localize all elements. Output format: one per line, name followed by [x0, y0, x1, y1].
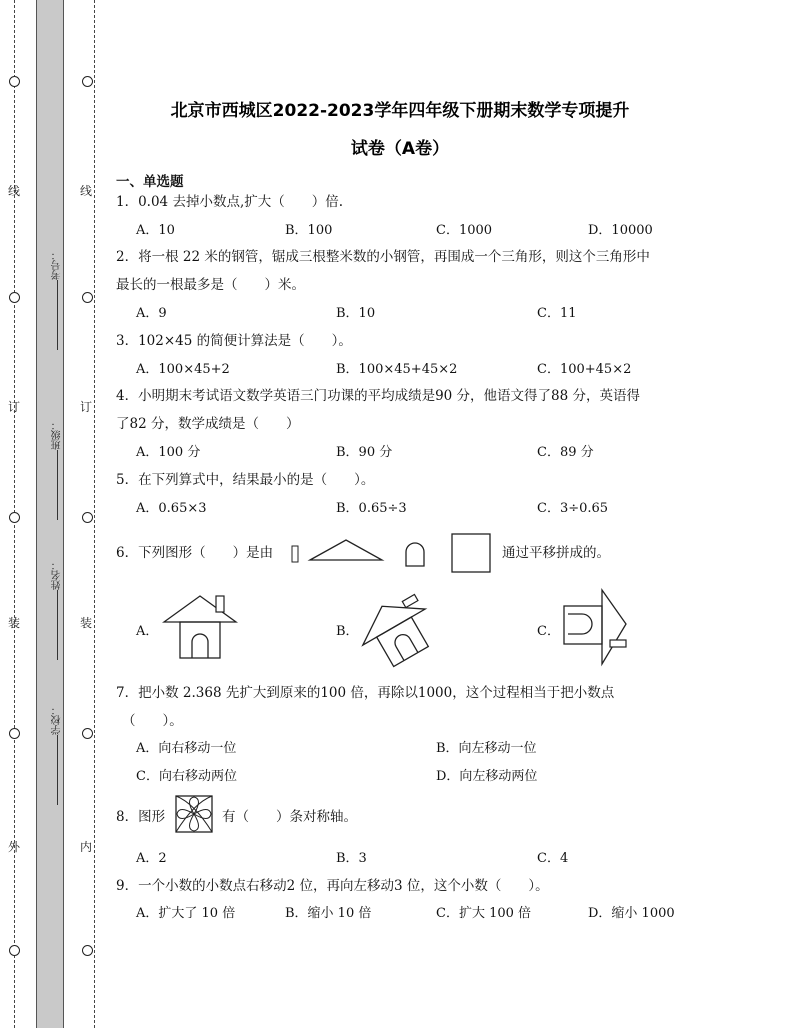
punch-hole: [82, 512, 93, 523]
option-a[interactable]: A．向右移动一位: [136, 741, 237, 756]
option-b[interactable]: B．向左移动一位: [436, 741, 537, 756]
option-c[interactable]: C．向右移动两位: [136, 769, 237, 784]
option-a[interactable]: A．扩大了 10 倍: [136, 906, 236, 921]
option-b[interactable]: B．缩小 10 倍: [285, 906, 372, 921]
question-2-cont: 最长的一根最多是（ ）米。: [116, 277, 305, 293]
punch-hole: [9, 512, 20, 523]
margin-char: 装: [80, 616, 93, 630]
name-field[interactable]: 姓名：: [50, 560, 65, 664]
option-a[interactable]: A．9: [136, 306, 167, 321]
option-c[interactable]: C．1000: [436, 223, 493, 238]
question-6-tail: 通过平移拼成的。: [502, 545, 610, 561]
question-2: 2．将一根 22 米的钢管，锯成三根整米数的小钢管，再围成一个三角形，则这个三角形中: [116, 249, 650, 265]
option-a[interactable]: A．100 分: [136, 445, 201, 460]
option-c[interactable]: C．11: [537, 306, 577, 321]
margin-char: 内: [80, 840, 93, 854]
option-c[interactable]: C．: [537, 624, 560, 639]
class-field[interactable]: 班级：: [50, 420, 65, 524]
option-d[interactable]: D．向左移动两位: [436, 769, 538, 784]
option-b[interactable]: B．: [336, 624, 359, 639]
option-c[interactable]: C．100+45×2: [537, 362, 632, 377]
question-5: 5．在下列算式中，结果最小的是（ ）。: [116, 472, 375, 488]
symmetric-flower-figure: [175, 795, 213, 833]
house-figure-c: [560, 588, 634, 666]
option-b[interactable]: B．90 分: [336, 445, 393, 460]
margin-char: 装: [8, 616, 21, 630]
option-b[interactable]: B．10: [336, 306, 376, 321]
house-figure-a: [160, 592, 240, 662]
house-figure-b: [356, 596, 442, 666]
margin-char: 外: [8, 840, 21, 854]
option-d[interactable]: D．缩小 1000: [588, 906, 675, 921]
question-6: 6．下列图形（ ）是由: [116, 545, 274, 561]
option-a[interactable]: A．2: [136, 851, 167, 866]
section-title: 一、单选题: [116, 174, 184, 190]
margin-char: 线: [80, 184, 93, 198]
option-c[interactable]: C．89 分: [537, 445, 594, 460]
question-8: 8．图形: [116, 809, 166, 825]
option-b[interactable]: B．100: [285, 223, 333, 238]
inner-cut-line: [94, 0, 95, 1028]
punch-hole: [9, 76, 20, 87]
option-b[interactable]: B．100×45+45×2: [336, 362, 458, 377]
margin-char: 订: [80, 400, 93, 414]
option-a[interactable]: A．: [136, 624, 159, 639]
option-a[interactable]: A．100×45+2: [136, 362, 230, 377]
component-shapes-figure: [290, 530, 500, 576]
option-a[interactable]: A．10: [136, 223, 175, 238]
punch-hole: [9, 945, 20, 956]
punch-hole: [9, 728, 20, 739]
option-c[interactable]: C．扩大 100 倍: [436, 906, 532, 921]
punch-hole: [82, 945, 93, 956]
punch-hole: [82, 728, 93, 739]
question-3: 3．102×45 的简便计算法是（ ）。: [116, 333, 352, 349]
question-4: 4．小明期末考试语文数学英语三门功课的平均成绩是90 分，他语文得了88 分，英语得: [116, 388, 641, 404]
question-7-cont: （ ）。: [122, 713, 183, 729]
punch-hole: [82, 76, 93, 87]
option-c[interactable]: C．4: [537, 851, 569, 866]
option-b[interactable]: B．3: [336, 851, 367, 866]
option-c[interactable]: C．3÷0.65: [537, 501, 609, 516]
school-field[interactable]: 学校：: [50, 705, 65, 809]
question-4-cont: 了82 分，数学成绩是（ ）: [116, 416, 300, 432]
question-7: 7．把小数 2.368 先扩大到原来的100 倍，再除以1000，这个过程相当于把小数点: [116, 685, 615, 701]
exam-number-field[interactable]: 考号：: [50, 250, 65, 354]
page-title: 北京市西城区2022-2023学年四年级下册期末数学专项提升: [170, 101, 630, 121]
margin-char: 线: [8, 184, 21, 198]
page-subtitle: 试卷（A卷）: [350, 139, 450, 159]
question-9: 9．一个小数的小数点右移动2 位，再向左移动3 位，这个小数（ ）。: [116, 878, 549, 894]
option-b[interactable]: B．0.65÷3: [336, 501, 407, 516]
question-1: 1．0.04 去掉小数点,扩大（ ）倍.: [116, 194, 344, 210]
option-a[interactable]: A．0.65×3: [136, 501, 207, 516]
option-d[interactable]: D．10000: [588, 223, 653, 238]
margin-char: 订: [8, 400, 21, 414]
question-8-tail: 有（ ）条对称轴。: [222, 809, 357, 825]
punch-hole: [9, 292, 20, 303]
punch-hole: [82, 292, 93, 303]
